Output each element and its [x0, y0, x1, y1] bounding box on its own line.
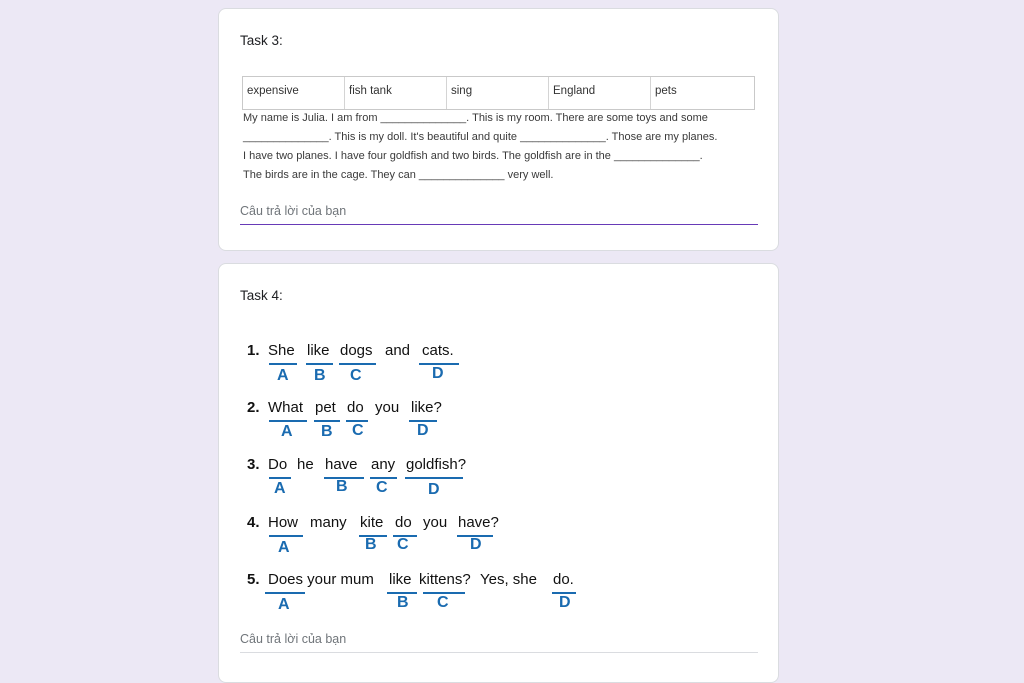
underline	[314, 420, 340, 422]
option-letter: A	[281, 423, 293, 440]
question-word: cats.	[422, 342, 454, 359]
passage-line: I have two planes. I have four goldfish and two birds. The goldfish are in the ______________.	[243, 150, 703, 162]
question-word: goldfish?	[406, 456, 467, 473]
question-word: have?	[458, 514, 499, 531]
option-letter: A	[278, 596, 290, 613]
question-word: pet	[315, 399, 336, 416]
question-word: kittens?	[419, 571, 471, 588]
word-bank-table	[242, 76, 755, 110]
question-number: 3.	[247, 456, 260, 473]
question-word: like	[307, 342, 330, 359]
question-number: 1.	[247, 342, 260, 359]
question-word: Yes, she	[480, 571, 537, 588]
question-word: many	[310, 514, 347, 531]
question-word: any	[371, 456, 396, 473]
task4-card	[218, 263, 779, 683]
task4-answer-input[interactable]	[240, 626, 758, 653]
question-row	[247, 342, 607, 392]
option-letter: A	[278, 539, 290, 556]
option-letter: D	[432, 365, 444, 382]
option-letter: B	[321, 423, 333, 440]
word-bank-cell: England	[549, 77, 651, 109]
option-letter: C	[437, 594, 449, 611]
question-word: Does your mum	[268, 571, 374, 588]
question-word: you	[375, 399, 400, 416]
question-word: What	[268, 399, 304, 416]
question-row	[247, 514, 607, 564]
question-word: like	[389, 571, 412, 588]
underline	[269, 535, 303, 537]
option-letter: C	[350, 367, 362, 384]
question-word: How	[268, 514, 299, 531]
task3-card	[218, 8, 779, 251]
option-letter: A	[274, 480, 286, 497]
option-letter: B	[336, 478, 348, 495]
question-word: dogs	[340, 342, 373, 359]
task3-title: Task 3:	[240, 33, 283, 48]
option-letter: C	[397, 536, 409, 553]
question-row	[247, 571, 607, 621]
word-bank-cell: sing	[447, 77, 549, 109]
option-letter: D	[428, 481, 440, 498]
question-word: do	[395, 514, 412, 531]
option-letter: B	[397, 594, 409, 611]
word-bank-cell: pets	[655, 85, 677, 97]
question-word: do.	[553, 571, 574, 588]
question-number: 2.	[247, 399, 260, 416]
word-bank-cell: fish tank	[345, 77, 447, 109]
underline	[269, 477, 291, 479]
question-word: kite	[360, 514, 384, 531]
option-letter: A	[277, 367, 289, 384]
task4-title: Task 4:	[240, 288, 283, 303]
option-letter: C	[376, 479, 388, 496]
question-number: 4.	[247, 514, 260, 531]
question-word: he	[297, 456, 314, 473]
question-word: have	[325, 456, 358, 473]
question-word: and	[385, 342, 411, 359]
passage-line: My name is Julia. I am from ______________. This is my room. There are some toys and some	[243, 112, 708, 124]
task4-image	[247, 342, 607, 617]
underline	[269, 420, 307, 422]
question-word: you	[423, 514, 448, 531]
option-letter: D	[470, 536, 482, 553]
question-word: She	[268, 342, 295, 359]
underline	[269, 363, 297, 365]
underline	[306, 363, 333, 365]
option-letter: C	[352, 422, 364, 439]
task3-answer-input[interactable]	[240, 198, 758, 225]
option-letter: B	[365, 536, 377, 553]
underline	[265, 592, 305, 594]
underline	[339, 363, 376, 365]
question-row	[247, 399, 607, 449]
word-bank-cell: expensive	[243, 77, 345, 109]
option-letter: B	[314, 367, 326, 384]
question-number: 5.	[247, 571, 260, 588]
question-row	[247, 456, 607, 506]
option-letter: D	[417, 422, 429, 439]
question-word: Do	[268, 456, 288, 473]
passage-line: ______________. This is my doll. It's beautiful and quite ______________. Those are my planes.	[243, 131, 718, 143]
option-letter: D	[559, 594, 571, 611]
question-word: do	[347, 399, 364, 416]
question-word: like?	[411, 399, 442, 416]
underline	[405, 477, 463, 479]
task3-passage	[243, 109, 763, 185]
passage-line: The birds are in the cage. They can ______________ very well.	[243, 169, 554, 181]
